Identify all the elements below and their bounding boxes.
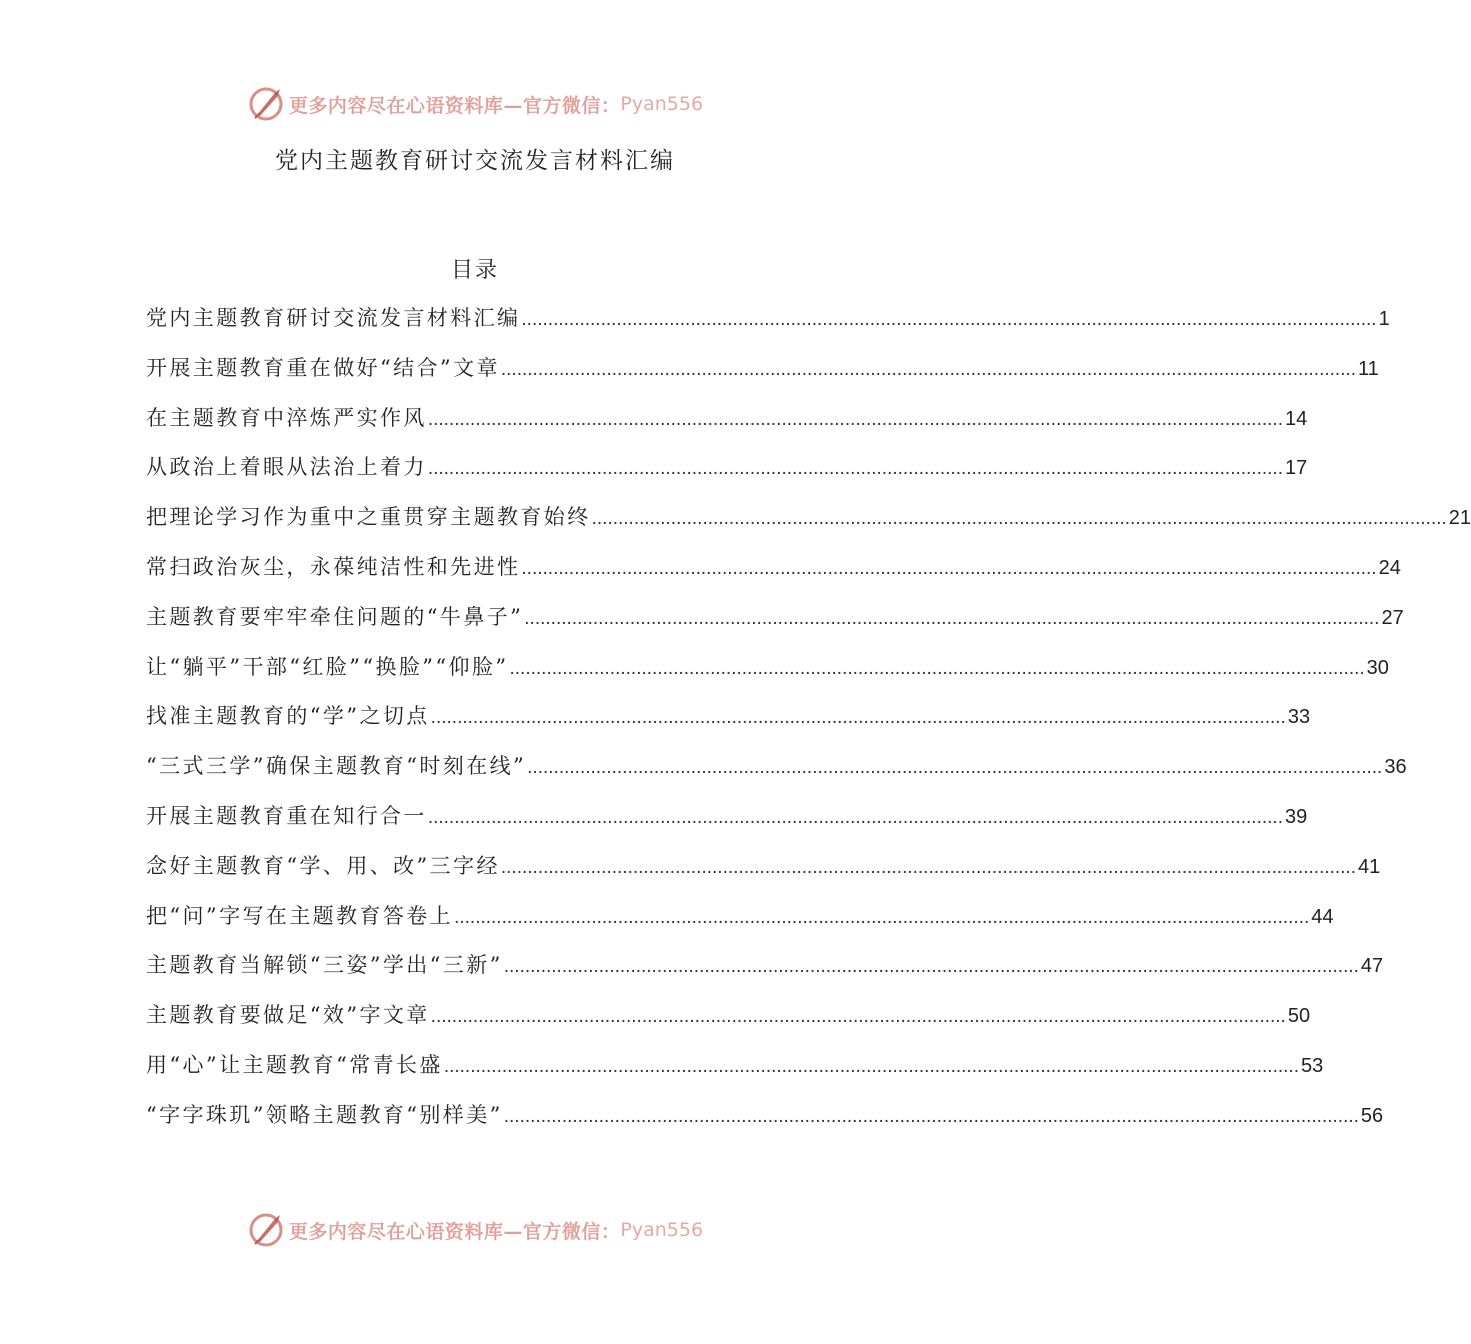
toc-page-number: 33 [1287, 706, 1311, 729]
toc-leader-dots: .................................................................................................................................................................. [500, 358, 1357, 380]
toc-entry[interactable] [146, 750, 1407, 800]
toc-leader-dots: .................................................................................................................................................................. [430, 1006, 1286, 1028]
toc-leader-dots: .................................................................................................................................................................. [427, 408, 1283, 430]
toc-entry-title: 主题教育当解锁“三姿”学出“三新” [146, 953, 503, 978]
toc-leader-dots: .................................................................................................................................................................. [527, 757, 1383, 779]
toc-leader-dots: .................................................................................................................................................................. [509, 657, 1365, 679]
toc-page-number: 30 [1366, 656, 1389, 679]
toc-leader-dots: .................................................................................................................................................................. [454, 906, 1310, 928]
toc-page-number: 50 [1287, 1005, 1311, 1028]
toc-entry-title: 把理论学习作为重中之重贯穿主题教育始终 [146, 505, 591, 530]
toc-page-number: 39 [1284, 805, 1308, 828]
footer-watermark-banner [0, 1210, 950, 1250]
watermark-text: 更多内容尽在心语资料库—官方微信： [288, 94, 621, 117]
table-of-contents [146, 302, 1471, 1149]
toc-leader-dots: .................................................................................................................................................................. [503, 956, 1359, 978]
toc-entry-title: 念好主题教育“学、用、改”三字经 [146, 853, 500, 878]
document-title: 党内主题教育研讨交流发言材料汇编 [275, 148, 675, 174]
toc-entry-title: 常扫政治灰尘，永葆纯洁性和先进性 [146, 554, 521, 579]
toc-leader-dots: .................................................................................................................................................................. [524, 607, 1380, 629]
toc-entry-title: “三式三学”确保主题教育“时刻在线” [146, 754, 527, 779]
toc-page-number: 47 [1360, 955, 1384, 978]
toc-page-number: 11 [1358, 357, 1379, 380]
toc-entry[interactable] [146, 999, 1311, 1049]
toc-leader-dots: .................................................................................................................................................................. [443, 1055, 1299, 1077]
toc-entry[interactable] [146, 601, 1404, 651]
toc-entry-title: 找准主题教育的“学”之切点 [146, 704, 430, 729]
toc-page-number: 1 [1378, 308, 1390, 330]
toc-leader-dots: .................................................................................................................................................................. [427, 806, 1283, 828]
toc-entry-title: 在主题教育中淬炼严实作风 [146, 405, 427, 430]
toc-heading: 目录 [450, 258, 499, 283]
toc-entry[interactable] [146, 651, 1389, 701]
toc-entry[interactable] [146, 451, 1308, 501]
toc-leader-dots: .................................................................................................................................................................. [430, 707, 1286, 729]
toc-entry-title: 从政治上着眼从法治上着力 [146, 455, 427, 480]
header-watermark-banner [0, 84, 950, 124]
watermark-wechat-id: Pyan556 [620, 93, 704, 115]
toc-entry-title: 用“心”让主题教育“常青长盛 [146, 1052, 443, 1077]
toc-page-number: 21 [1448, 507, 1471, 530]
toc-page-number: 36 [1384, 756, 1407, 779]
toc-entry-title: 开展主题教育重在做好“结合”文章 [146, 355, 500, 380]
toc-page-number: 27 [1381, 606, 1404, 629]
quill-pen-logo-icon [247, 85, 285, 123]
watermark-text: 更多内容尽在心语资料库—官方微信： [288, 1220, 621, 1243]
toc-entry[interactable] [146, 800, 1308, 850]
toc-entry[interactable] [146, 551, 1401, 601]
toc-leader-dots: .................................................................................................................................................................. [521, 557, 1377, 579]
toc-page-number: 17 [1284, 457, 1308, 480]
toc-entry[interactable] [146, 402, 1308, 452]
toc-entry[interactable] [146, 1049, 1324, 1099]
toc-entry[interactable] [146, 700, 1311, 750]
toc-leader-dots: .................................................................................................................................................................. [521, 309, 1377, 330]
toc-entry-title: 党内主题教育研讨交流发言材料汇编 [146, 306, 521, 330]
toc-leader-dots: .................................................................................................................................................................. [503, 1105, 1359, 1127]
toc-entry-title: 开展主题教育重在知行合一 [146, 803, 427, 828]
toc-entry-title: “字字珠玑”领略主题教育“别样美” [146, 1102, 503, 1127]
quill-pen-logo-icon [247, 1211, 285, 1249]
toc-entry[interactable] [146, 850, 1381, 900]
toc-page-number: 44 [1311, 905, 1334, 928]
toc-entry-title: 主题教育要做足“效”字文章 [146, 1003, 430, 1028]
toc-entry[interactable] [146, 949, 1384, 999]
toc-entry[interactable] [146, 900, 1334, 950]
toc-entry-title: 主题教育要牢牢牵住问题的“牛鼻子” [146, 604, 524, 629]
toc-leader-dots: .................................................................................................................................................................. [427, 458, 1283, 480]
toc-leader-dots: .................................................................................................................................................................. [591, 508, 1447, 530]
toc-page-number: 41 [1358, 855, 1381, 878]
toc-page-number: 14 [1284, 407, 1308, 430]
toc-page-number: 53 [1300, 1054, 1324, 1077]
watermark-wechat-id: Pyan556 [620, 1219, 704, 1241]
toc-page-number: 24 [1378, 556, 1401, 579]
toc-entry[interactable] [146, 1099, 1384, 1149]
toc-entry[interactable] [146, 501, 1471, 551]
toc-leader-dots: .................................................................................................................................................................. [500, 856, 1357, 878]
toc-entry-title: 把“问”字写在主题教育答卷上 [146, 903, 454, 928]
toc-page-number: 56 [1360, 1104, 1384, 1127]
toc-entry[interactable] [146, 302, 1390, 352]
toc-entry-title: 让“躺平”干部“红脸”“换脸”“仰脸” [146, 654, 509, 679]
toc-entry[interactable] [146, 352, 1379, 402]
